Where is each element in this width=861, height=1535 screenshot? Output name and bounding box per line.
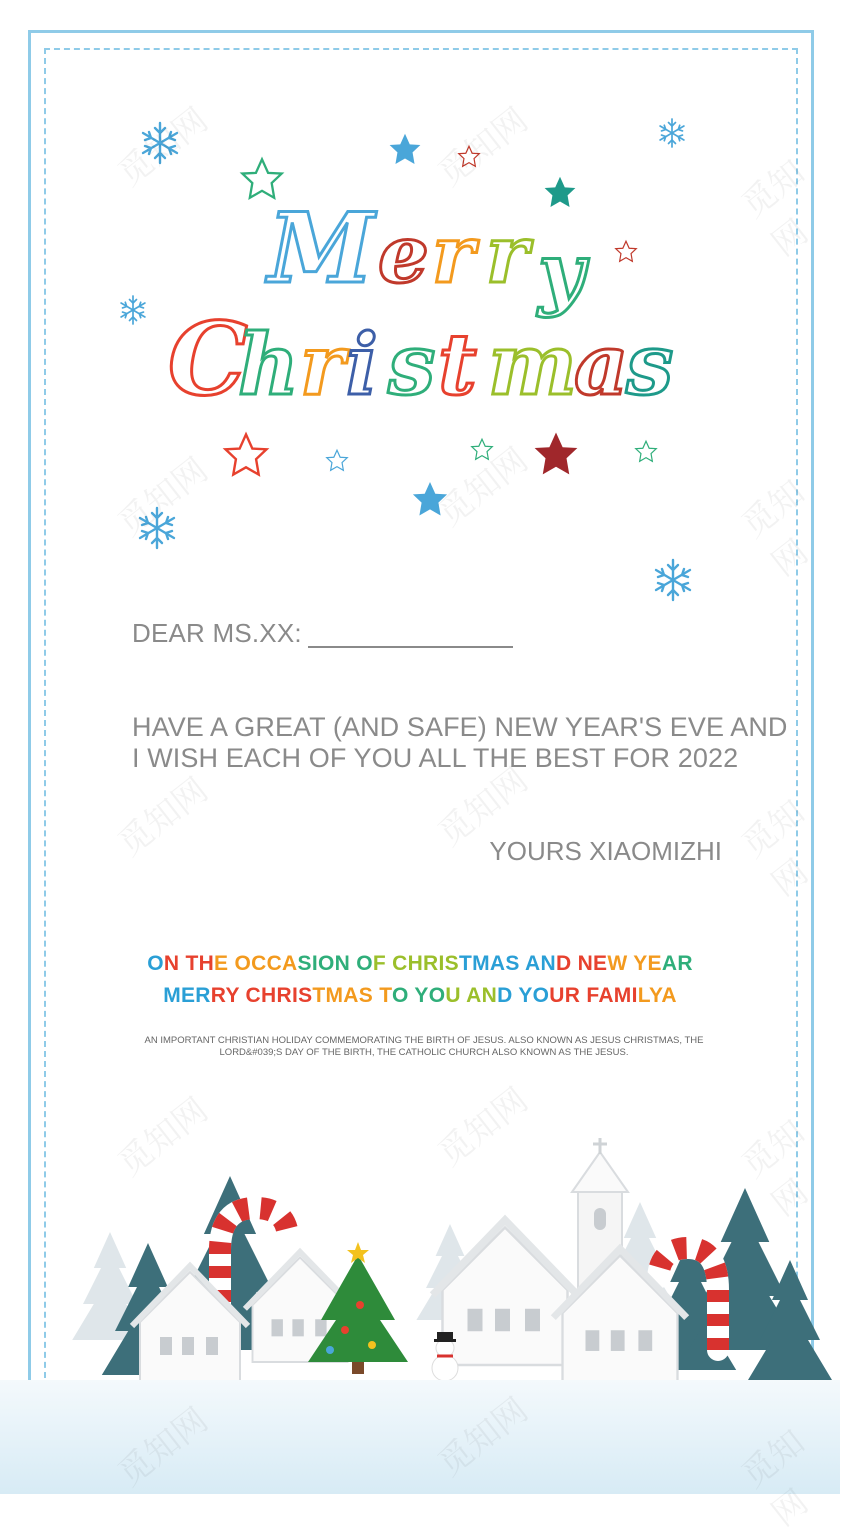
signature: YOURS XIAOMIZHI (489, 836, 722, 866)
banner-word: YOU (414, 984, 461, 1007)
watermark: 觅知网 (734, 1112, 816, 1225)
svg-text:s: s (626, 315, 674, 414)
star-icon (616, 241, 637, 261)
banner-word: CHRISTMAS (245, 984, 374, 1007)
svg-text:i: i (346, 315, 378, 414)
greeting-line (132, 618, 513, 649)
banner-word: YOUR (518, 984, 581, 1007)
banner-word: MERRY (163, 984, 240, 1007)
svg-text:e: e (378, 207, 429, 301)
snow-ground (0, 1380, 840, 1494)
watermark: 觅知网 (430, 760, 536, 855)
svg-text:s: s (388, 315, 436, 414)
star-icon (327, 450, 348, 470)
snowflake-icon (656, 560, 690, 600)
star-icon (413, 482, 447, 516)
watermark: 觅知网 (110, 1090, 216, 1185)
banner-word: OCCASION (234, 952, 351, 975)
svg-text:t: t (438, 315, 477, 414)
snowflake-icon (140, 508, 174, 548)
watermark: 觅知网 (430, 440, 536, 535)
star-icon (535, 433, 578, 475)
watermark: 觅知网 (110, 450, 216, 545)
message-line-1: HAVE A GREAT (AND SAFE) NEW YEAR'S EVE AND (132, 712, 788, 742)
watermark: 觅知网 (764, 1482, 816, 1535)
banner-word: TO (379, 984, 409, 1007)
watermark: 觅知网 (734, 472, 816, 585)
snowflake-icon (121, 296, 145, 324)
snowflake-icon (660, 119, 684, 147)
watermark: 觅知网 (110, 100, 216, 195)
banner-line-1 (0, 952, 840, 976)
banner-word: NEW (577, 952, 628, 975)
svg-text:y: y (538, 225, 585, 319)
svg-text:C: C (168, 300, 248, 418)
watermark: 觅知网 (430, 100, 536, 195)
svg-text:r: r (486, 207, 529, 301)
svg-text:r: r (300, 315, 345, 414)
description-text: AN IMPORTANT CHRISTIAN HOLIDAY COMMEMORATING THE BIRTH OF JESUS. ALSO KNOWN AS JESUS CHRISTMAS, THE LORD&#039;S DAY OF THE BIRTH, THE CATHOLIC CHURCH ALSO KNOWN AS THE JESUS. (144, 1035, 704, 1058)
snowflake-icon (143, 123, 177, 163)
message-line-2: I WISH EACH OF YOU ALL THE BEST FOR 2022 (132, 743, 739, 773)
banner-word: AND (466, 984, 513, 1007)
message-body (132, 712, 788, 774)
header-decoration (0, 0, 840, 620)
merry-christmas-title-art (168, 192, 673, 418)
watermark: 觅知网 (110, 770, 216, 865)
banner-word: FAMILYA (586, 984, 677, 1007)
banner-word: CHRISTMAS (392, 952, 520, 975)
watermark: 觅知网 (430, 1080, 536, 1175)
banner-word: OF (356, 952, 386, 975)
svg-text:M: M (268, 192, 375, 305)
svg-text:a: a (574, 315, 629, 414)
winter-village-illustration (0, 1100, 840, 1494)
banner-line-2 (0, 984, 840, 1008)
star-icon (636, 441, 657, 461)
watermark: 觅知网 (734, 152, 816, 265)
banner-word: YEAR (633, 952, 693, 975)
star-icon (545, 177, 576, 207)
name-blank-line (308, 646, 513, 648)
watermark: 觅知网 (734, 792, 816, 905)
svg-text:r: r (432, 207, 475, 301)
banner-word: ON (147, 952, 180, 975)
star-icon (390, 134, 421, 164)
banner-word: AND (525, 952, 572, 975)
greeting-dear: DEAR MS.XX: (132, 618, 302, 648)
banner-word: THE (185, 952, 229, 975)
star-icon (459, 146, 480, 166)
star-icon (472, 439, 493, 459)
star-icon (225, 434, 266, 474)
svg-text:m: m (488, 315, 577, 414)
svg-text:h: h (238, 315, 300, 414)
